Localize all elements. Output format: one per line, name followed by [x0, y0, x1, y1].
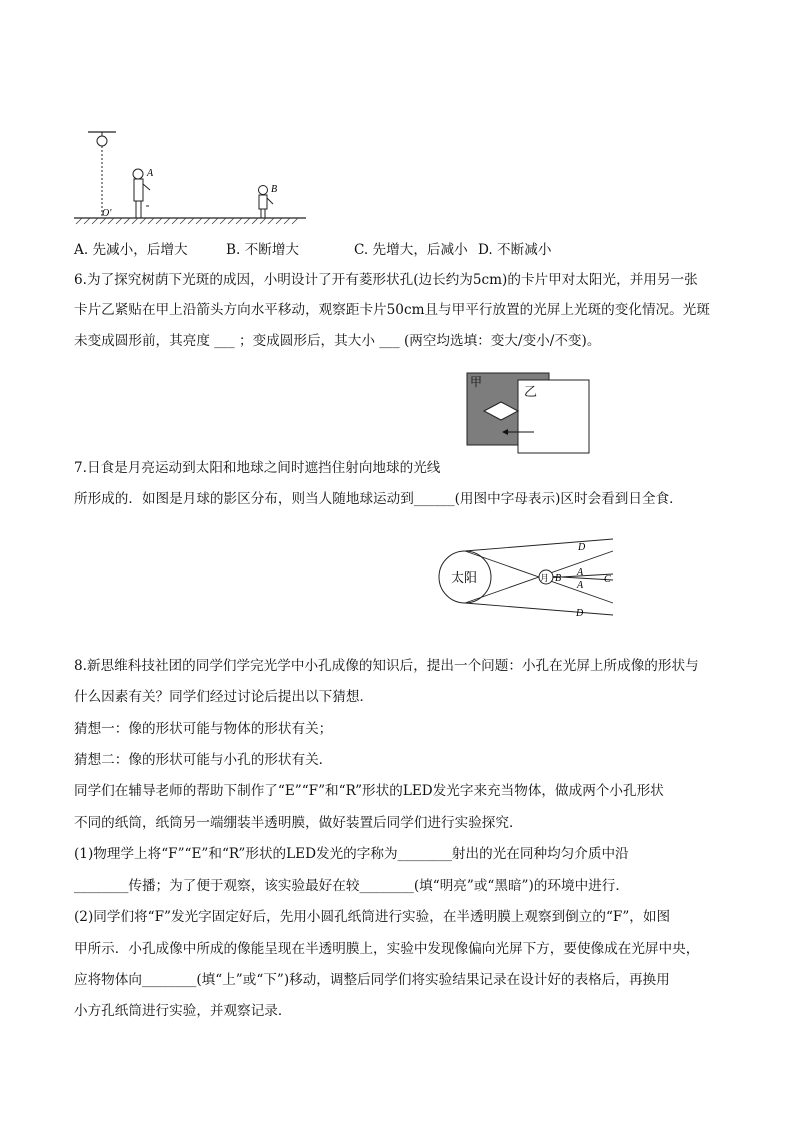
q7-line-1: 7.日食是月亮运动到太阳和地球之间时遮挡住射向地球的光线 [74, 460, 441, 476]
q8-line-1: 8.新思维科技社团的同学们学完光学中小孔成像的知识后，提出一个问题：小孔在光屏上所成像的形状与 [74, 658, 699, 674]
q5-option-c: C. 先增大，后减小 [354, 242, 468, 258]
q8-line-2: 什么因素有关？同学们经过讨论后提出以下猜想． [74, 689, 374, 705]
region-a-bottom: A [577, 580, 584, 591]
moon-label: 月 [540, 573, 550, 583]
q6-line-2: 卡片乙紧贴在甲上沿箭头方向水平移动，观察距卡片50cm且与甲平行放置的光屏上光斑的变化情况。光斑 [74, 302, 710, 318]
q8-line-5: 同学们在辅导老师的帮助下制作了“E”“F”和“R”形状的LED发光字来充当物体，做成两个小孔形状 [74, 783, 664, 799]
q8-line-4: 猜想二：像的形状可能与小孔的形状有关． [74, 752, 333, 768]
q6-line-1: 6.为了探究树荫下光斑的成因，小明设计了开有菱形状孔(边长约为5cm)的卡片甲对太阳光，并用另一张 [74, 272, 698, 288]
region-c: C [604, 574, 611, 585]
region-d-bottom: D [576, 608, 584, 619]
card-jia-label: 甲 [470, 375, 483, 389]
q7-line-2: 所形成的．如图是月球的影区分布，则当人随地球运动到______(用图中字母表示)区时会看到日全食． [74, 491, 683, 507]
label-b: B [271, 184, 278, 195]
label-o: O' [102, 208, 112, 219]
q8-line-9: (2)同学们将“F”发光字固定好后，先用小圆孔纸筒进行实验，在半透明膜上观察到倒立的“F”，如图 [74, 909, 671, 925]
q8-line-7: (1)物理学上将“F”“E”和“R”形状的LED发光的字称为________射出的光在同种均匀介质中沿 [74, 846, 629, 862]
lamp-shadow-figure [70, 126, 320, 230]
region-d-top: D [578, 542, 586, 553]
q8-line-6: 不同的纸筒，纸筒另一端绷装半透明膜，做好装置后同学们进行实验探究． [74, 815, 523, 831]
sun-label: 太阳 [451, 570, 478, 585]
q8-line-11: 应将物体向________(填“上”或“下”)移动，调整后同学们将实验结果记录在设计好的表格后，再换用 [74, 972, 670, 988]
q6-line-3: 未变成圆形前，其亮度 ___ ；变成圆形后，其大小 ___ (两空均选填：变大/变小/不变)。 [74, 333, 601, 349]
q5-option-d: D. 不断减小 [478, 242, 552, 258]
q5-option-a: A. 先减小，后增大 [74, 242, 188, 258]
card-yi-label: 乙 [524, 384, 538, 399]
label-a: A [147, 168, 154, 179]
q8-line-3: 猜想一：像的形状可能与物体的形状有关； [74, 721, 333, 737]
card-figure [466, 372, 592, 456]
region-a-top: A [577, 567, 584, 578]
q8-line-10: 甲所示．小孔成像中所成的像能呈现在半透明膜上，实验中发现像偏向光屏下方，要使像成在光屏中央， [74, 941, 700, 957]
q8-line-12: 小方孔纸筒进行实验，并观察记录． [74, 1003, 292, 1019]
q8-line-8: ________传播；为了便于观察，该实验最好在较________(填“明亮”或“黑暗”)的环境中进行． [74, 878, 629, 894]
q5-option-b: B. 不断增大 [226, 242, 300, 258]
region-b: B [555, 573, 562, 584]
eclipse-figure [434, 536, 618, 620]
